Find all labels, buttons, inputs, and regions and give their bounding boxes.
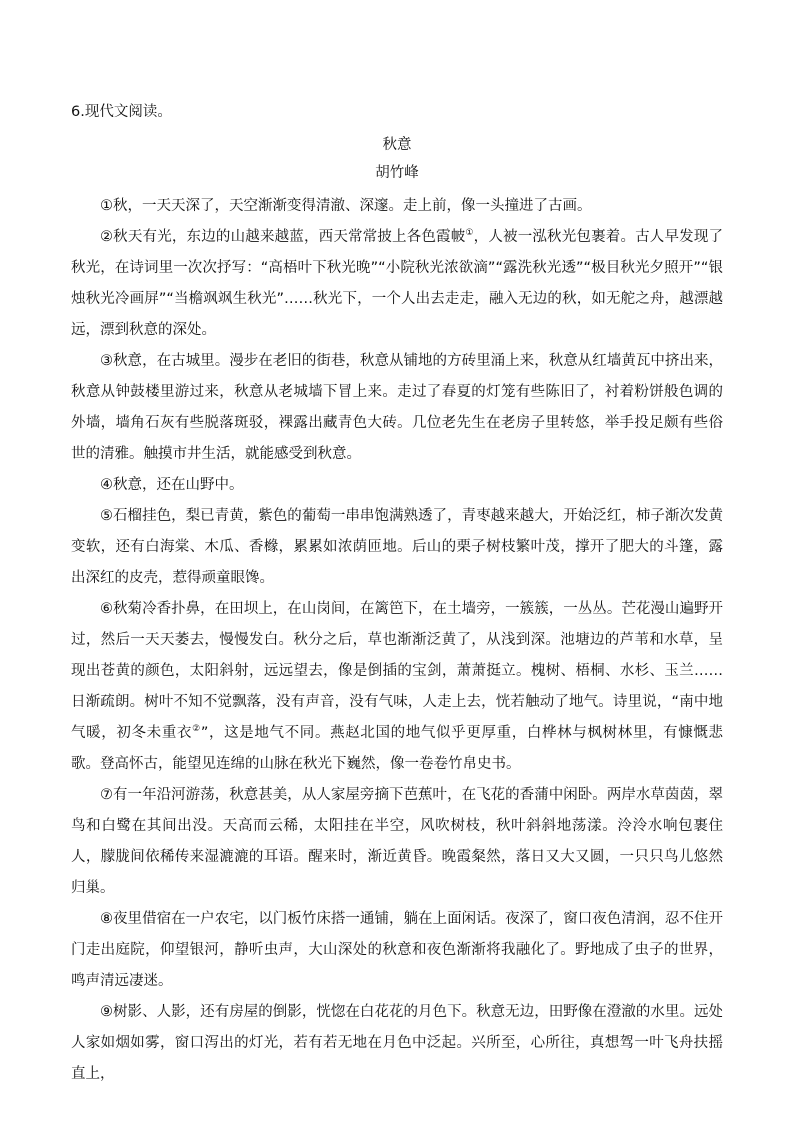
paragraph-1	[71, 191, 723, 222]
paragraph-6	[71, 594, 723, 780]
paragraph-text: ①秋，一天天深了，天空渐渐变得清澈、深邃。走上前，像一头撞进了古画。	[100, 198, 592, 214]
paragraph-text: ②秋天有光，东边的山越来越蓝，西天常常披上各色霞帔	[100, 229, 466, 245]
essay-author: 胡竹峰	[375, 165, 419, 181]
paragraph-9	[71, 997, 723, 1090]
paragraph-text: ⑦有一年沿河游荡，秋意甚美，从人家屋旁摘下芭蕉叶，在飞花的香蒲中闲卧。两岸水草茵茵，翠鸟和白鹭在其间出没。天高而云稀，太阳挂在半空，风吹树枝，秋叶斜斜地荡漾。泠泠水响包裹住人，朦胧间依稀传来湿漉漉的耳语。醒来时，渐近黄昏。晚霞粲然，落日又大又圆，一只只鸟儿悠然归巢。	[71, 787, 723, 896]
footnote-marker: ①	[465, 228, 474, 239]
paragraph-3	[71, 346, 723, 470]
paragraph-5	[71, 501, 723, 594]
paragraph-text: ，人被一泓秋光包裹着。古人早发现了秋光，在诗词里一次次抒写：“高梧叶下秋光晚”“小院秋光浓欲滴”“露洗秋光透”“极目秋光夕照开”“银烛秋光冷画屏”“当檐飒飒生秋光”……秋光下，一个人出去走走，融入无边的秋，如无舵之舟，越漂越远，漂到秋意的深处。	[71, 229, 723, 338]
paragraph-text: ⑧夜里借宿在一户农宅，以门板竹床搭一通铺，躺在上面闲话。夜深了，窗口夜色清润，忍不住开门走出庭院，仰望银河，静听虫声，大山深处的秋意和夜色渐渐将我融化了。野地成了虫子的世界，鸣声清远凄迷。	[71, 911, 723, 989]
paragraph-8	[71, 904, 723, 997]
paragraph-2	[71, 222, 723, 346]
paragraph-4	[71, 470, 723, 501]
footnote-marker: ②	[192, 724, 201, 735]
paragraph-text: ④秋意，还在山野中。	[100, 477, 244, 493]
paragraph-text: ⑥秋菊冷香扑鼻，在田坝上，在山岗间，在篱笆下，在土墙旁，一簇簇，一丛丛。芒花漫山遍野开过，然后一天天萎去，慢慢发白。秋分之后，草也渐渐泛黄了，从浅到深。池塘边的芦苇和水草，呈现出苍黄的颜色，太阳斜射，远远望去，像是倒插的宝剑，萧萧挺立。槐树、梧桐、水杉、玉兰……日渐疏朗。树叶不知不觉飘落，没有声音，没有气味，人走上去，恍若触动了地气。诗里说，“南中地气暖，初冬未重衣	[71, 601, 723, 741]
essay-title: 秋意	[382, 137, 412, 153]
paragraph-text: ⑨树影、人影，还有房屋的倒影，恍惚在白花花的月色下。秋意无边，田野像在澄澈的水里。远处人家如烟如雾，窗口泻出的灯光，若有若无地在月色中泛起。兴所至，心所往，真想驾一叶飞舟扶摇直上，	[71, 1004, 723, 1082]
question-number-label: 6.现代文阅读。	[71, 104, 172, 120]
paragraph-text: ⑤石榴挂色，梨已青黄，紫色的葡萄一串串饱满熟透了，青枣越来越大，开始泛红，柿子渐次发黄变软，还有白海棠、木瓜、香橼，累累如浓荫匝地。后山的栗子树枝繁叶茂，撑开了肥大的斗篷，露出深红的皮壳，惹得顽童眼馋。	[71, 508, 723, 586]
paragraph-text: ”，这是地气不同。燕赵北国的地气似乎更厚重，白桦林与枫树林里，有慷慨悲歌。登高怀古，能望见连绵的山脉在秋光下巍然，像一卷卷竹帛史书。	[71, 725, 724, 772]
paragraph-text: ③秋意，在古城里。漫步在老旧的街巷，秋意从铺地的方砖里涌上来，秋意从红墙黄瓦中挤出来，秋意从钟鼓楼里游过来，秋意从老城墙下冒上来。走过了春夏的灯笼有些陈旧了，衬着粉饼般色调的外墙，墙角石灰有些脱落斑驳，裸露出藏青色大砖。几位老先生在老房子里转悠，举手投足颇有些俗世的清雅。触摸市井生活，就能感受到秋意。	[71, 353, 723, 462]
essay-body	[71, 191, 723, 1090]
paragraph-7	[71, 780, 723, 904]
